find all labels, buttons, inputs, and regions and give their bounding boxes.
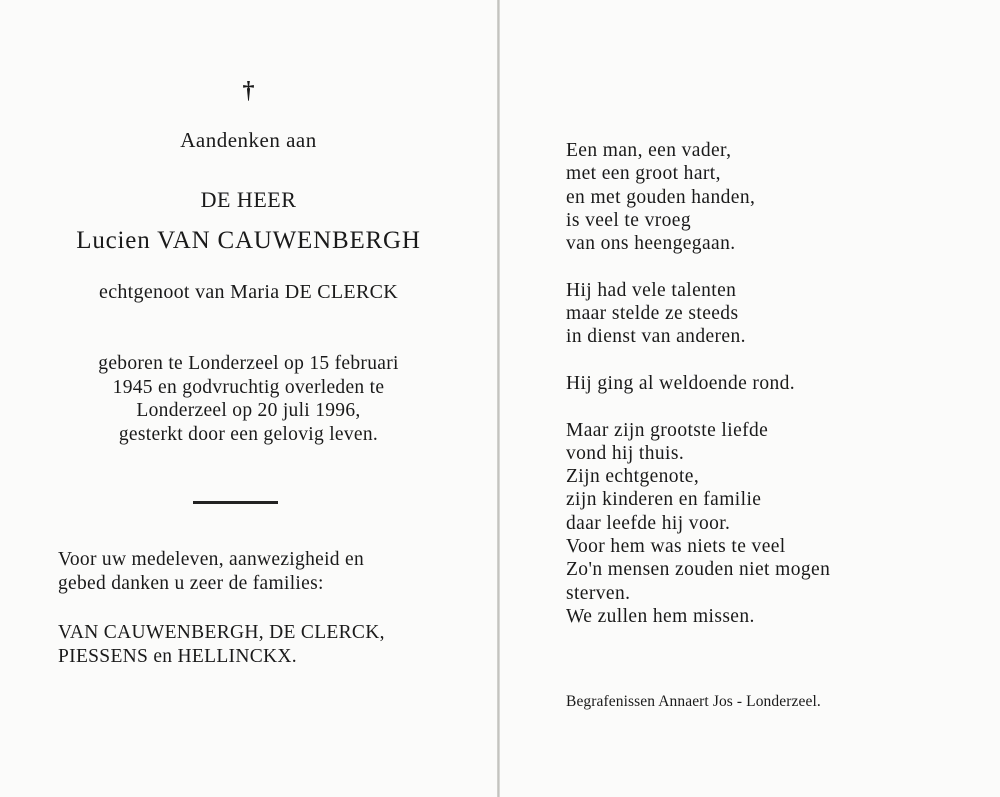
poem (566, 139, 830, 652)
poem-line: Maar zijn grootste liefde (566, 419, 769, 441)
poem-line: Voor hem was niets te veel (566, 536, 786, 558)
dates-line: Londerzeel op 20 juli 1996, (136, 400, 361, 421)
honorific-title: DE HEER (200, 187, 297, 212)
poem-line: en met gouden handen, (566, 186, 756, 208)
poem-stanza (566, 419, 830, 629)
poem-line: Zo'n mensen zouden niet mogen (566, 559, 831, 581)
poem-line: Zijn echtgenote, (566, 466, 700, 488)
thanks-line: gebed danken u zeer de families: (58, 572, 324, 594)
families-paragraph (58, 621, 385, 669)
dates-line: 1945 en godvruchtig overleden te (112, 376, 385, 398)
poem-line: Hij had vele talenten (566, 279, 737, 301)
right-panel (500, 0, 1000, 797)
poem-line: maar stelde ze steeds (566, 303, 739, 325)
poem-stanza (566, 279, 830, 349)
poem-line: met een groot hart, (566, 163, 721, 185)
poem-stanza (566, 372, 830, 395)
poem-stanza (566, 139, 830, 255)
poem-line: sterven. (566, 582, 631, 604)
poem-line: daar leefde hij voor. (566, 512, 731, 534)
poem-line: in dienst van anderen. (566, 326, 746, 348)
left-panel (0, 0, 497, 797)
families-line: VAN CAUWENBERGH, DE CLERCK, (58, 622, 385, 643)
funeral-home-credit: Begrafenissen Annaert Jos - Londerzeel. (566, 693, 821, 710)
poem-line: vond hij thuis. (566, 442, 685, 464)
poem-line: van ons heengegaan. (566, 233, 736, 255)
deceased-name: Lucien VAN CAUWENBERGH (76, 227, 421, 254)
poem-line: We zullen hem missen. (566, 605, 755, 627)
dates-line: gesterkt door een gelovig leven. (118, 423, 379, 445)
thanks-line: Voor uw medeleven, aanwezigheid en (58, 549, 365, 570)
spouse-line: echtgenoot van Maria DE CLERCK (99, 281, 398, 303)
dates-line: geboren te Londerzeel op 15 februari (98, 353, 399, 374)
thanks-paragraph (58, 548, 364, 595)
poem-line: Hij ging al weldoende rond. (566, 372, 796, 394)
cross-symbol: † (242, 78, 255, 104)
poem-line: Een man, een vader, (566, 140, 732, 161)
poem-line: zijn kinderen en familie (566, 489, 762, 511)
poem-line: is veel te vroeg (566, 209, 691, 231)
families-line: PIESSENS en HELLINCKX. (58, 646, 297, 667)
divider-rule (193, 501, 278, 504)
intro-text: Aandenken aan (180, 128, 317, 152)
life-dates-paragraph (0, 352, 497, 446)
